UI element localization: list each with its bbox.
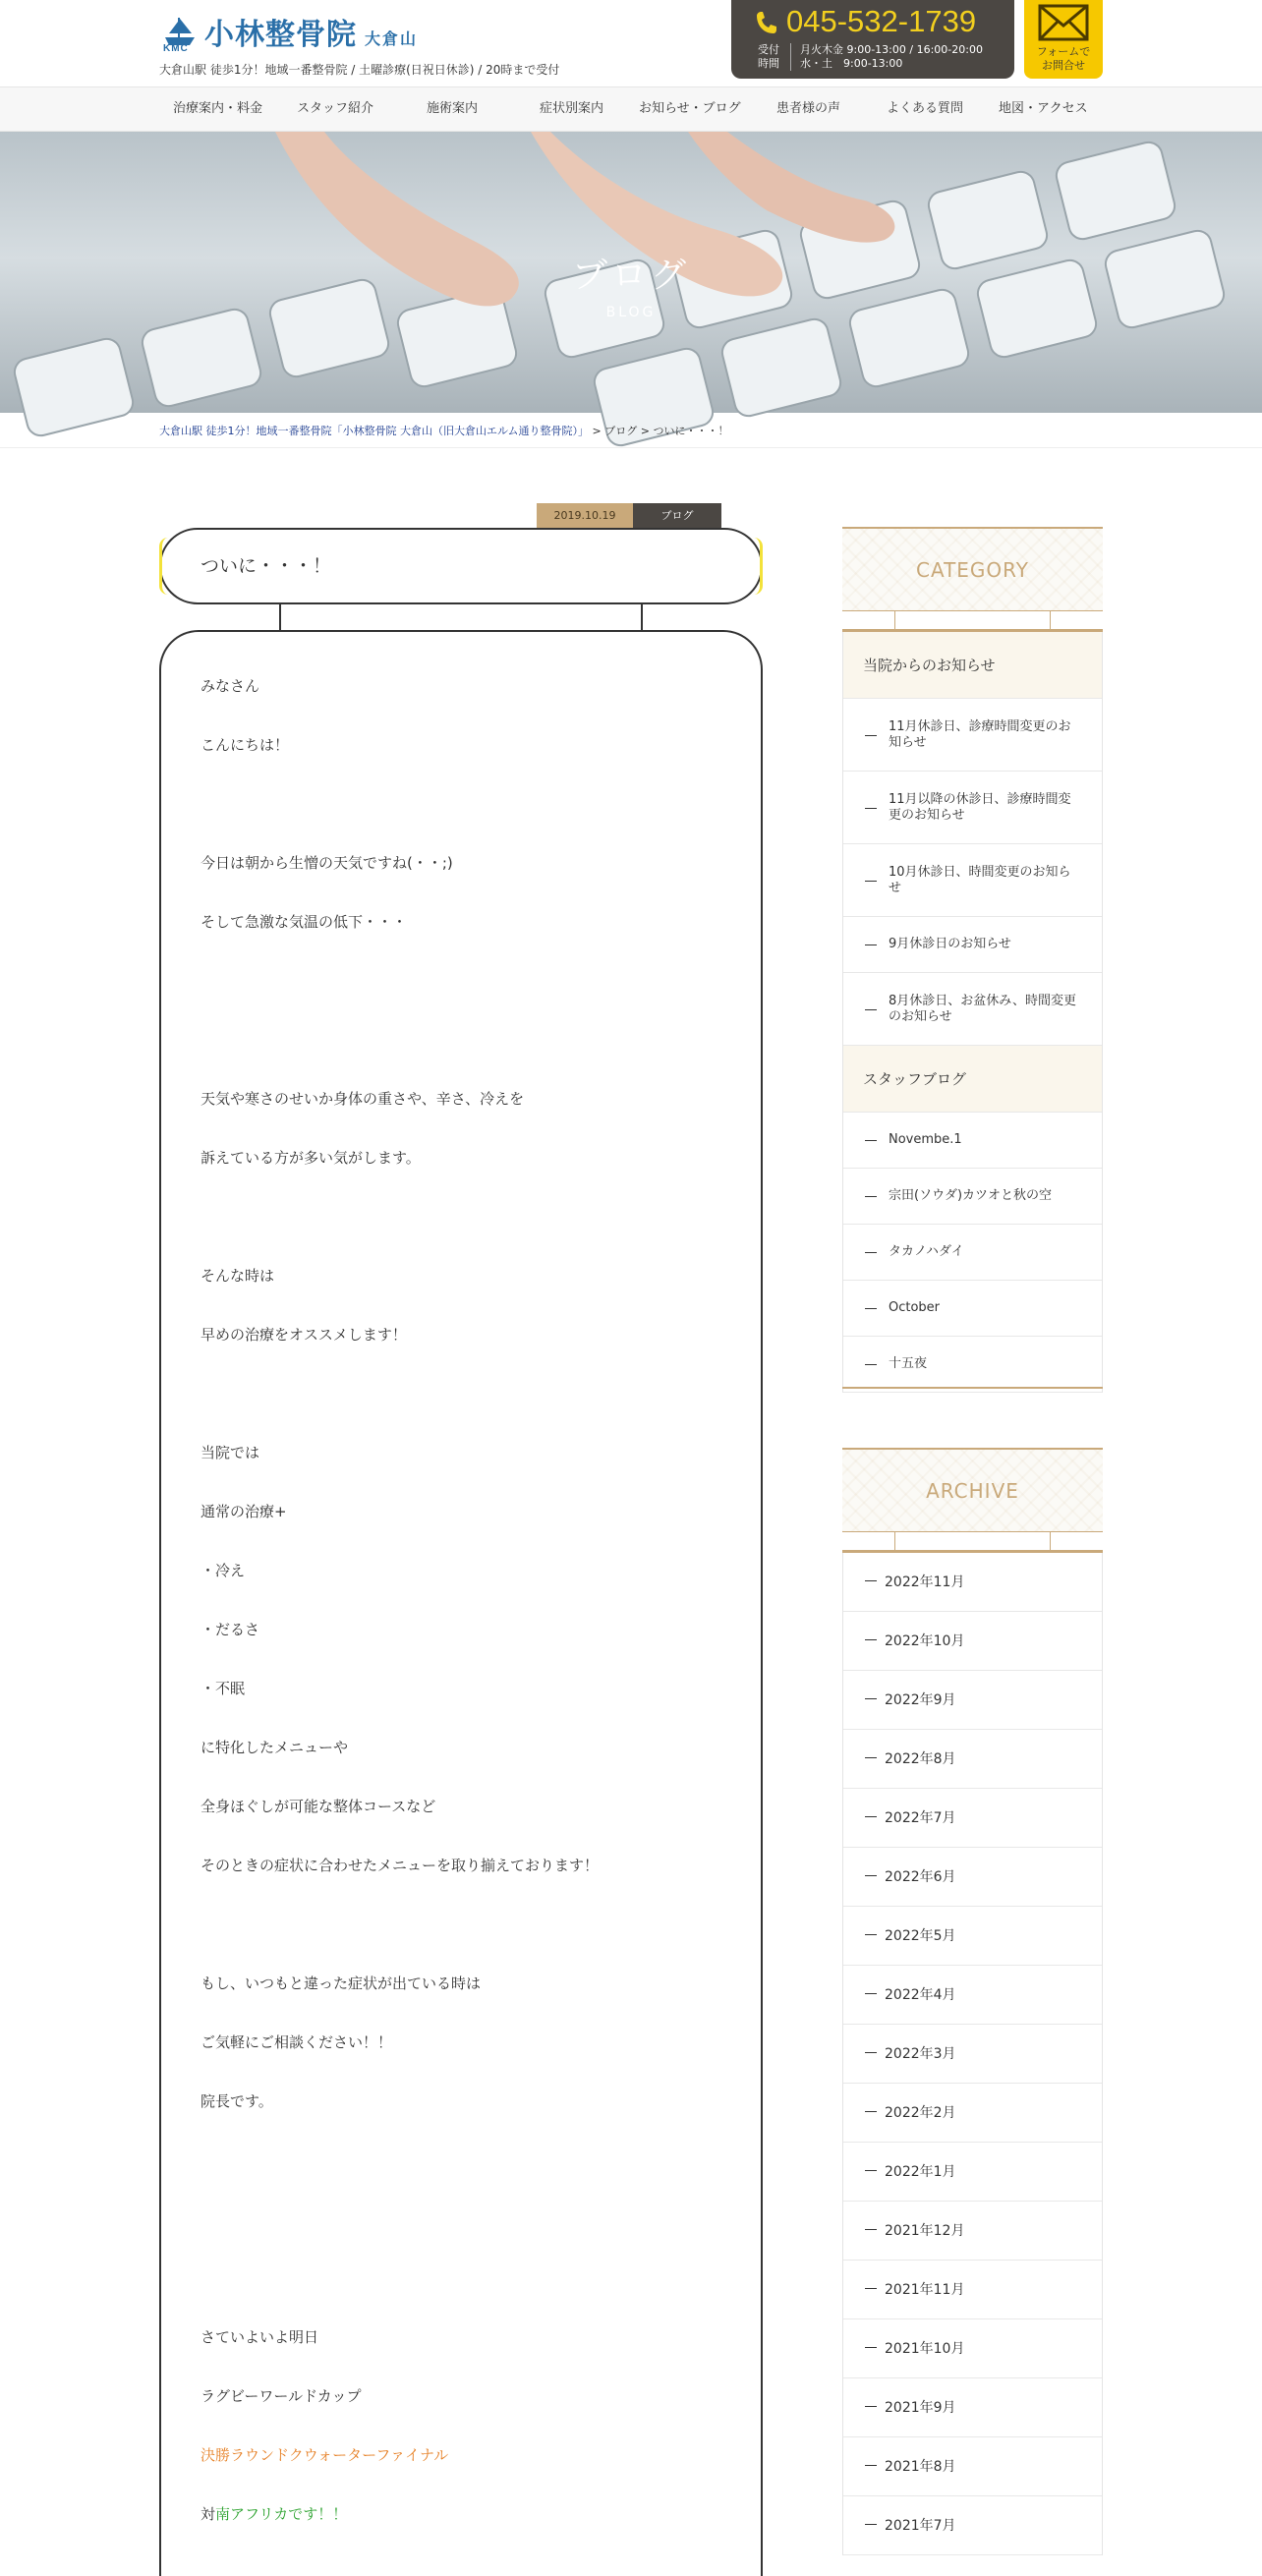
page-title: ブログ bbox=[571, 256, 690, 296]
post-line: 天気や寒さのせいか身体の重さや、辛さ、冷えを bbox=[201, 1090, 525, 1108]
category-title: CATEGORY bbox=[915, 558, 1030, 582]
category-item[interactable]: 8月休診日、お盆休み、時間変更のお知らせ bbox=[843, 973, 1102, 1046]
breadcrumb-separator: > bbox=[637, 425, 654, 437]
post-line: そのときの症状に合わせたメニューを取り揃えております！ bbox=[201, 1857, 600, 1874]
contact-form-button[interactable] bbox=[1024, 0, 1103, 79]
category-item[interactable]: タカノハダイ bbox=[843, 1225, 1102, 1281]
category-heading-ornament bbox=[842, 610, 1103, 630]
archive-item[interactable]: 2022年7月 bbox=[843, 1789, 1102, 1848]
header-tagline: 大倉山駅 徒歩1分！地域一番整骨院 / 土曜診療(日祝日休診) / 20時まで受付 bbox=[159, 63, 560, 77]
post-line: さていよいよ明日 bbox=[201, 2328, 319, 2346]
post-line: に特化したメニューや bbox=[201, 1739, 349, 1756]
post-line: みなさん bbox=[201, 677, 260, 695]
post-line: 全身ほぐしが可能な整体コースなど bbox=[201, 1798, 436, 1815]
post-line-prefix: 対 bbox=[201, 2505, 216, 2523]
archive-item[interactable]: 2022年11月 bbox=[843, 1553, 1102, 1612]
phone-icon bbox=[755, 10, 778, 35]
post-body bbox=[159, 630, 763, 2576]
category-heading bbox=[842, 527, 1103, 611]
breadcrumb-current: ついに・・・！ bbox=[653, 425, 729, 437]
category-group-staff-blog[interactable]: スタッフブログ bbox=[843, 1046, 1102, 1113]
category-item[interactable]: October bbox=[843, 1281, 1102, 1337]
category-item[interactable]: 9月休診日のお知らせ bbox=[843, 917, 1102, 973]
breadcrumb-separator: > bbox=[589, 425, 605, 437]
phone-hours bbox=[800, 43, 983, 71]
archive-item[interactable]: 2022年8月 bbox=[843, 1730, 1102, 1789]
archive-item[interactable]: 2021年7月 bbox=[843, 2496, 1102, 2555]
post-line: ・冷え bbox=[201, 1562, 246, 1579]
post-line: ・不眠 bbox=[201, 1680, 246, 1697]
archive-item[interactable]: 2022年2月 bbox=[843, 2084, 1102, 2143]
post-line bbox=[201, 2503, 347, 2524]
post-line: ラグビーワールドカップ bbox=[201, 2387, 362, 2405]
phone-box[interactable] bbox=[731, 0, 1014, 79]
post-date: 2019.10.19 bbox=[537, 503, 633, 528]
archive-heading bbox=[842, 1448, 1103, 1532]
archive-item[interactable]: 2022年10月 bbox=[843, 1612, 1102, 1671]
post-line: こんにちは！ bbox=[201, 736, 290, 754]
post-title: ついに・・・！ bbox=[201, 555, 332, 577]
phone-number[interactable]: 045-532-1739 bbox=[786, 4, 977, 38]
page-subtitle: BLOG bbox=[605, 305, 657, 320]
clinic-name: 小林整骨院 bbox=[204, 18, 357, 52]
category-item[interactable]: 十五夜 bbox=[843, 1337, 1102, 1393]
archive-item[interactable]: 2022年9月 bbox=[843, 1671, 1102, 1730]
category-item[interactable]: 宗田(ソウダ)カツオと秋の空 bbox=[843, 1169, 1102, 1225]
archive-list bbox=[842, 1553, 1103, 2555]
post-line: そして急激な気温の低下・・・ bbox=[201, 913, 408, 931]
category-item[interactable]: Novembe.1 bbox=[843, 1113, 1102, 1169]
nav-item-testimonials[interactable]: 患者様の声 bbox=[776, 101, 841, 116]
post-line: 当院では bbox=[201, 1444, 260, 1461]
nav-item-procedures[interactable]: 施術案内 bbox=[427, 101, 479, 116]
archive-item[interactable]: 2022年3月 bbox=[843, 2025, 1102, 2084]
logo-kmc-text: KMC bbox=[163, 43, 189, 54]
mail-icon bbox=[1038, 4, 1089, 41]
breadcrumb-divider bbox=[0, 447, 1262, 448]
title-connector-right bbox=[641, 604, 643, 630]
archive-item[interactable]: 2022年5月 bbox=[843, 1907, 1102, 1966]
contact-form-label: フォームで お問合せ bbox=[1036, 45, 1091, 72]
post-line: 通常の治療+ bbox=[201, 1503, 287, 1520]
archive-item[interactable]: 2021年10月 bbox=[843, 2319, 1102, 2378]
post-line-highlight-green: 南アフリカです！！ bbox=[215, 2505, 348, 2523]
ship-logo-icon bbox=[159, 14, 201, 53]
clinic-area: 大倉山 bbox=[365, 29, 419, 48]
archive-item[interactable]: 2022年4月 bbox=[843, 1966, 1102, 2025]
phone-hours-weekday: 月火木金 9:00-13:00 / 16:00-20:00 bbox=[800, 43, 983, 56]
phone-hours-weekend: 水・土 9:00-13:00 bbox=[800, 57, 903, 70]
breadcrumb bbox=[159, 423, 729, 438]
post-line: ご気軽にご相談ください！！ bbox=[201, 2033, 393, 2051]
post-line-highlight-orange: 決勝ラウンドクウォーターファイナル bbox=[201, 2446, 449, 2464]
archive-item[interactable]: 2021年8月 bbox=[843, 2437, 1102, 2496]
post-line: もし、いつもと違った症状が出ている時は bbox=[201, 1975, 482, 1992]
post-line: 今日は朝から生憎の天気ですね(・・;) bbox=[201, 854, 453, 872]
archive-item[interactable]: 2021年12月 bbox=[843, 2202, 1102, 2261]
archive-item[interactable]: 2021年9月 bbox=[843, 2378, 1102, 2437]
category-list bbox=[842, 632, 1103, 1393]
nav-item-symptoms[interactable]: 症状別案内 bbox=[540, 101, 604, 116]
archive-item[interactable]: 2021年11月 bbox=[843, 2261, 1102, 2319]
archive-heading-ornament bbox=[842, 1531, 1103, 1551]
global-nav bbox=[0, 86, 1262, 132]
archive-item[interactable]: 2022年6月 bbox=[843, 1848, 1102, 1907]
nav-item-news-blog[interactable]: お知らせ・ブログ bbox=[639, 101, 741, 116]
category-group-clinic-news[interactable]: 当院からのお知らせ bbox=[843, 632, 1102, 699]
page-hero bbox=[0, 132, 1262, 413]
breadcrumb-blog-link[interactable]: ブログ bbox=[604, 425, 638, 437]
archive-title: ARCHIVE bbox=[926, 1479, 1019, 1503]
post-line: そんな時は bbox=[201, 1267, 275, 1285]
category-list-bottom-rule bbox=[842, 1387, 1103, 1389]
nav-item-staff[interactable]: スタッフ紹介 bbox=[297, 101, 374, 116]
breadcrumb-home-link[interactable]: 大倉山駅 徒歩1分！地域一番整骨院「小林整骨院 大倉山（旧大倉山エルム通り整骨院）」 bbox=[159, 425, 590, 437]
post-line: ・だるさ bbox=[201, 1621, 260, 1638]
title-connector-left bbox=[279, 604, 281, 630]
post-line: 院長です。 bbox=[201, 2092, 273, 2110]
phone-hours-label: 受付 時間 bbox=[758, 43, 779, 70]
category-item[interactable]: 11月以降の休診日、診療時間変更のお知らせ bbox=[843, 772, 1102, 844]
nav-item-faq[interactable]: よくある質問 bbox=[887, 101, 964, 116]
post-category-badge[interactable]: ブログ bbox=[633, 503, 721, 528]
nav-item-treatment-price[interactable]: 治療案内・料金 bbox=[173, 101, 263, 116]
site-header bbox=[0, 0, 1262, 86]
category-item[interactable]: 11月休診日、診療時間変更のお知らせ bbox=[843, 699, 1102, 772]
phone-divider bbox=[790, 43, 791, 71]
nav-item-access[interactable]: 地図・アクセス bbox=[999, 101, 1088, 116]
post-line: 早めの治療をオススメします！ bbox=[201, 1326, 407, 1344]
site-logo[interactable] bbox=[159, 14, 418, 53]
archive-item[interactable]: 2022年1月 bbox=[843, 2143, 1102, 2202]
category-item[interactable]: 10月休診日、時間変更のお知らせ bbox=[843, 844, 1102, 917]
post-title-box bbox=[159, 528, 763, 604]
post-line: 訴えている方が多い気がします。 bbox=[201, 1149, 421, 1167]
